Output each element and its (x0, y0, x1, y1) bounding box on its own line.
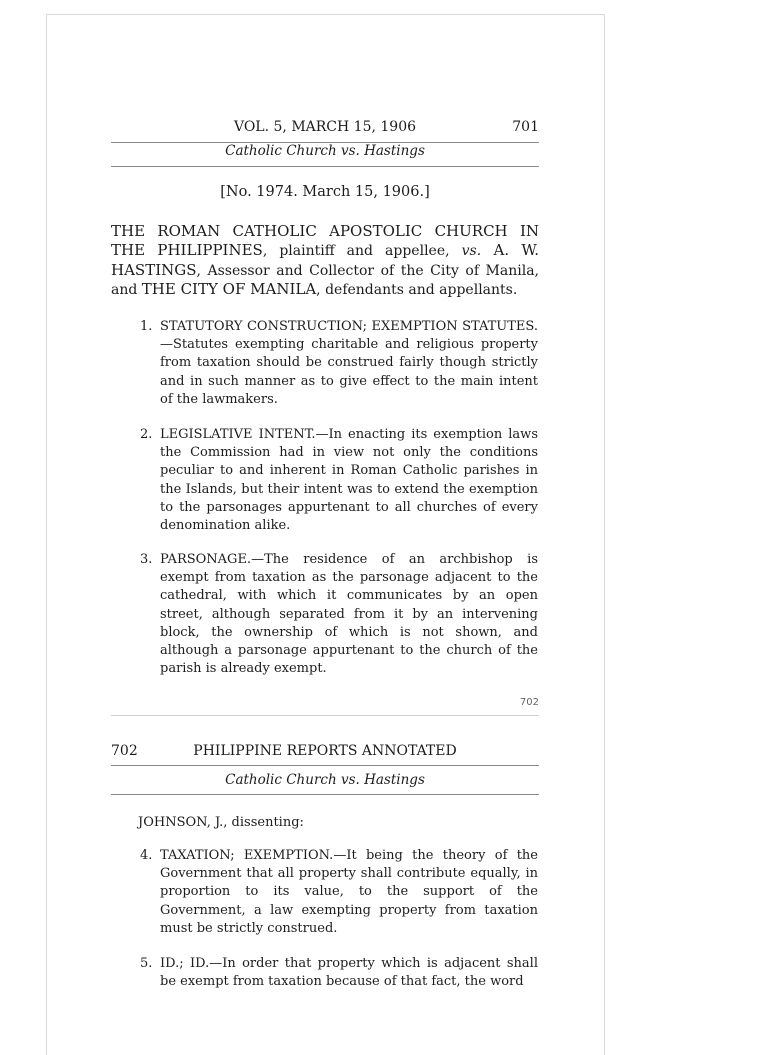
syllabus-text: PARSONAGE.—The residence of an archbishop is exempt from taxation as the parsonage adjacent to the cathedral, with which it communicates by an open street, although separated from it by an intervening block, the ownership of which is not shown, and although a parsonage appurtenant to the church of the parish is already exempt. (160, 552, 538, 677)
syllabus-number: 5. (140, 956, 153, 971)
subhead-vs: vs. (340, 772, 360, 788)
subhead-rule (111, 794, 539, 795)
subhead-right: Hastings (364, 772, 425, 788)
syllabus-item (140, 551, 538, 678)
syllabus-text: STATUTORY CONSTRUCTION; EXEMPTION STATUTES.—Statutes exempting charitable and religious property from taxation should be construed fairly though strictly and in such manner as to give effect to the main intent of the lawmakers. (160, 319, 538, 407)
defendant-name: A. W. HASTINGS (111, 241, 539, 279)
dissent-heading: JOHNSON, J., dissenting: (138, 815, 304, 830)
plaintiff-name: THE ROMAN CATHOLIC APOSTOLIC CHURCH IN THE PHILIPPINES (111, 222, 539, 260)
syllabus-number: 2. (140, 427, 153, 442)
page-number: 702 (111, 743, 138, 759)
versus: vs. (461, 243, 482, 260)
case-number: [No. 1974. March 15, 1906.] (220, 184, 430, 200)
running-head-title: VOL. 5, MARCH 15, 1906 (233, 119, 417, 135)
syllabus-item (140, 318, 538, 409)
header-rule (111, 765, 539, 766)
page-break-rule (111, 715, 539, 716)
page-number: 701 (512, 119, 539, 135)
subhead-right: Hastings (364, 143, 425, 159)
running-head-title: PHILIPPINE REPORTS ANNOTATED (193, 743, 457, 759)
syllabus-number: 4. (140, 848, 153, 863)
defendant-city: THE CITY OF MANILA (141, 279, 317, 298)
syllabus-text: ID.; ID.—In order that property which is adjacent shall be exempt from taxation because of that fact, the word (160, 956, 538, 990)
defendants-role: , defendants and appellants. (316, 281, 518, 298)
plaintiff-role: , plaintiff and appellee, (262, 243, 462, 260)
syllabus-item (140, 847, 538, 938)
syllabus-number: 3. (140, 552, 153, 567)
subhead-rule (111, 166, 539, 167)
syllabus-text: TAXATION; EXEMPTION.—It being the theory of the Government that all property shall contribute equally, in proportion to its value, to the support of the Government, a law exempting property from taxation must be strictly construed. (160, 848, 538, 936)
subhead-left: Catholic Church (225, 143, 337, 159)
page-break-number: 702 (519, 697, 539, 708)
subhead-vs: vs. (340, 143, 360, 159)
case-subhead (111, 143, 539, 159)
case-subhead (111, 772, 539, 788)
subhead-left: Catholic Church (225, 772, 337, 788)
syllabus-item (140, 426, 538, 535)
defendant-role: , Assessor and Collector of the City of Manila, and (111, 262, 539, 298)
parties-block (111, 222, 539, 299)
syllabus-number: 1. (140, 319, 153, 334)
syllabus-text: LEGISLATIVE INTENT.—In enacting its exemption laws the Commission had in view not only the conditions peculiar to and inherent in Roman Catholic parishes in the Islands, but their intent was to extend the exemption to the parsonages appurtenant to all churches of every denomination alike. (160, 427, 538, 534)
syllabus-item (140, 955, 538, 991)
